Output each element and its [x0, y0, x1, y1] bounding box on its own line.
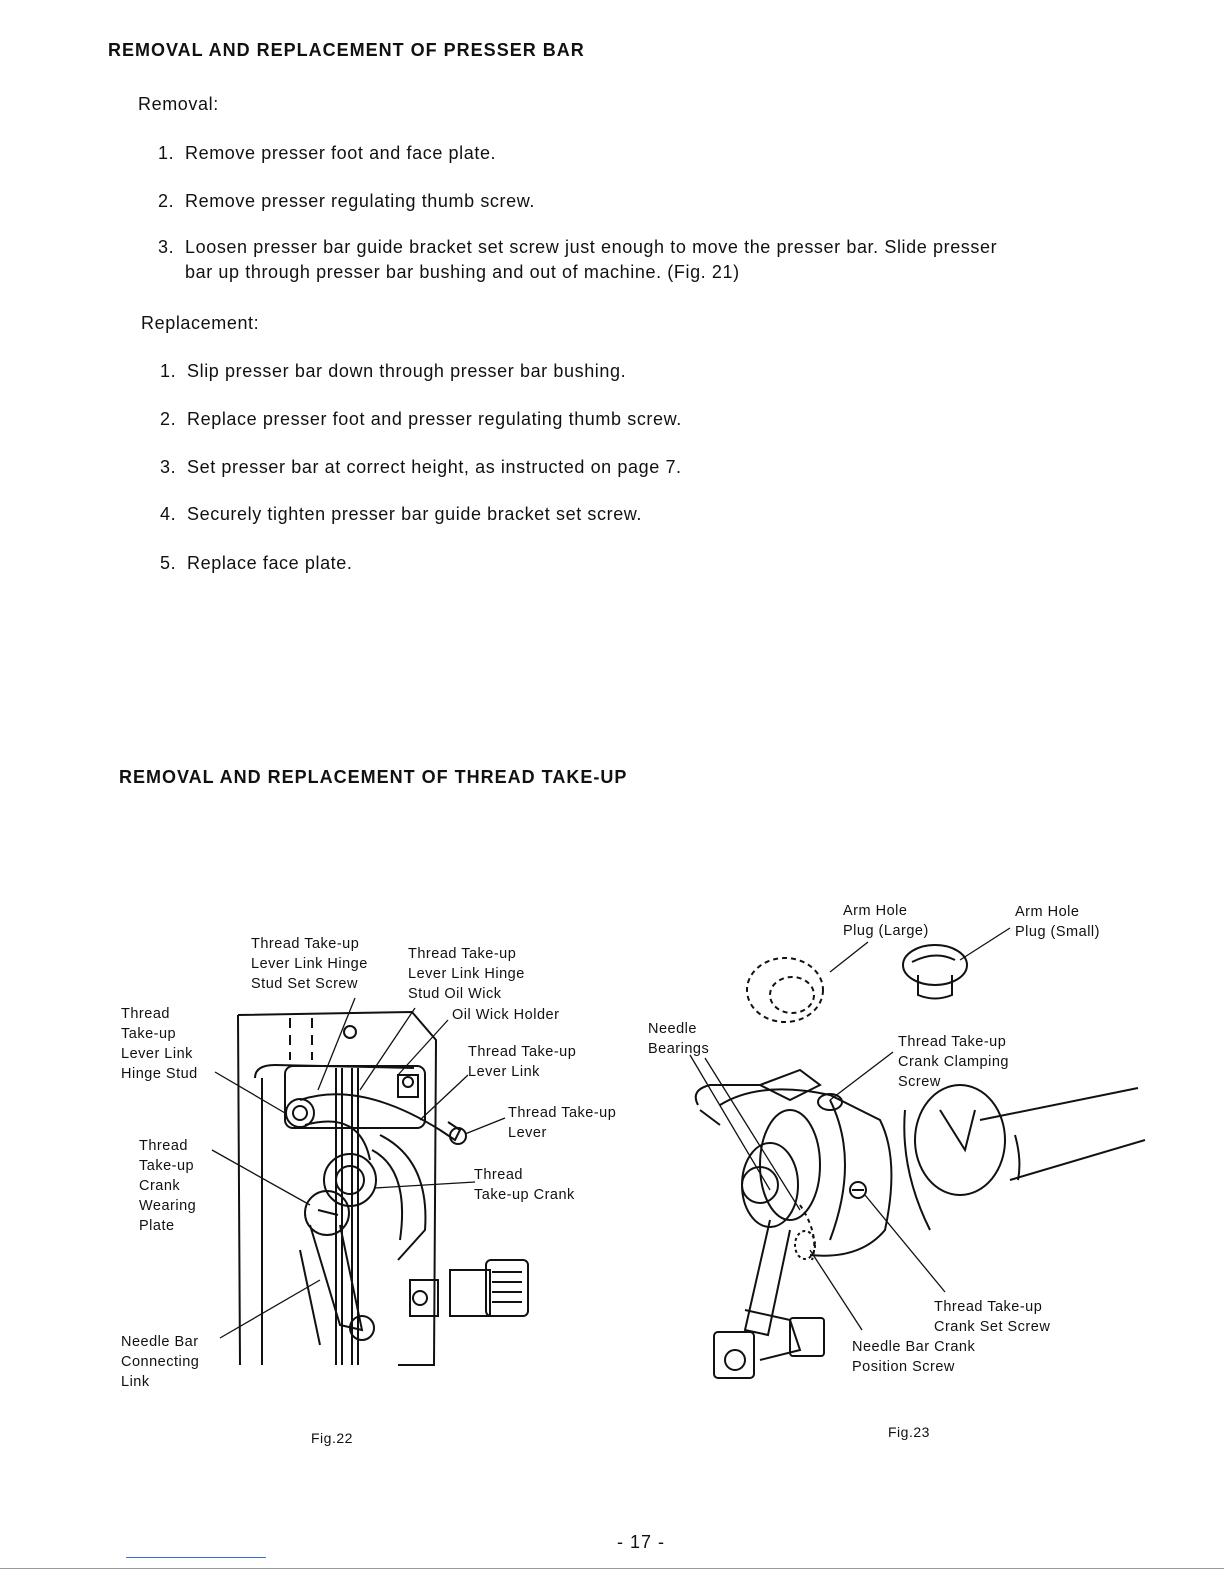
- fig23-caption: Fig.23: [888, 1424, 930, 1440]
- replacement-step-1: 1. Slip presser bar down through presser bar bushing.: [160, 361, 627, 381]
- page-number: - 17 -: [617, 1532, 666, 1552]
- label-needle-bearings: Needle Bearings: [648, 1021, 710, 1057]
- label-crank-wearing-plate: Thread Take-up Crank Wearing Plate: [139, 1138, 197, 1234]
- removal-step-2: 2. Remove presser regulating thumb screw.: [158, 191, 535, 211]
- bottom-rule: [0, 1568, 1224, 1569]
- label-crank-set-screw: Thread Take-up Crank Set Screw: [934, 1299, 1051, 1335]
- label-needle-bar-connecting-link: Needle Bar Connecting Link: [121, 1334, 200, 1390]
- label-hinge-stud-oil-wick: Thread Take-up Lever Link Hinge Stud Oil Wick: [408, 946, 525, 1002]
- fig22-caption: Fig.22: [311, 1430, 353, 1446]
- replacement-step-5: 5. Replace face plate.: [160, 553, 353, 573]
- label-lever-link-hinge-stud: Thread Take-up Lever Link Hinge Stud: [121, 1006, 198, 1082]
- removal-heading: Removal:: [138, 94, 219, 114]
- footer-link-underline: [126, 1557, 266, 1558]
- section-title-thread-take-up: REMOVAL AND REPLACEMENT OF THREAD TAKE-UP: [119, 767, 628, 787]
- label-hinge-stud-set-screw: Thread Take-up Lever Link Hinge Stud Set Screw: [251, 936, 368, 992]
- label-arm-hole-plug-small: Arm Hole Plug (Small): [1015, 904, 1100, 940]
- replacement-heading: Replacement:: [141, 313, 260, 333]
- label-take-up-crank: Thread Take-up Crank: [474, 1167, 575, 1203]
- label-needle-bar-crank-position-screw: Needle Bar Crank Position Screw: [852, 1339, 976, 1375]
- removal-step-1: 1. Remove presser foot and face plate.: [158, 143, 497, 163]
- removal-step-3: 3. Loosen presser bar guide bracket set screw just enough to move the presser bar. Slide presser bar up through presser bar bushing and out of machine. (Fig. 21): [158, 237, 998, 282]
- label-lever-link: Thread Take-up Lever Link: [468, 1044, 577, 1080]
- replacement-step-3: 3. Set presser bar at correct height, as instructed on page 7.: [160, 457, 682, 477]
- label-arm-hole-plug-large: Arm Hole Plug (Large): [843, 903, 929, 939]
- replacement-step-4: 4. Securely tighten presser bar guide bracket set screw.: [160, 504, 643, 524]
- label-crank-clamping-screw: Thread Take-up Crank Clamping Screw: [898, 1034, 1009, 1090]
- label-take-up-lever: Thread Take-up Lever: [508, 1105, 617, 1141]
- label-oil-wick-holder: Oil Wick Holder: [452, 1007, 560, 1023]
- replacement-step-2: 2. Replace presser foot and presser regulating thumb screw.: [160, 409, 682, 429]
- section-title-presser-bar: REMOVAL AND REPLACEMENT OF PRESSER BAR: [108, 40, 585, 60]
